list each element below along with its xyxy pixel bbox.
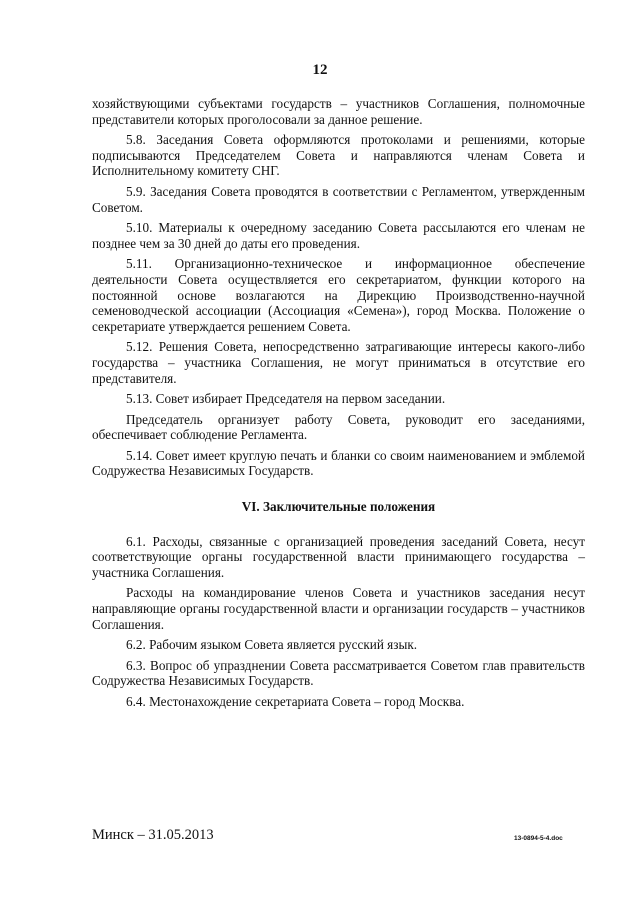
- paragraph: 5.9. Заседания Совета проводятся в соответствии с Регламентом, утвержденным Советом.: [92, 183, 585, 215]
- paragraph: 5.12. Решения Совета, непосредственно затрагивающие интересы какого-либо государства – участника Соглашения, не могут приниматься в отсутствие его представителя.: [92, 339, 585, 386]
- paragraph: Расходы на командирование членов Совета и участников заседания несут направляющие органы государственной власти и организации государств – участников Соглашения.: [92, 585, 585, 632]
- paragraph: хозяйствующими субъектами государств – участников Соглашения, полномочные представители которых проголосовали за данное решение.: [92, 96, 585, 127]
- paragraph: 6.3. Вопрос об упразднении Совета рассматривается Советом глав правительств Содружества Независимых Государств.: [92, 657, 585, 689]
- paragraph: 5.13. Совет избирает Председателя на первом заседании.: [126, 391, 446, 407]
- section-6-paragraphs: [92, 534, 585, 710]
- document-body: [92, 96, 585, 715]
- paragraph: 6.2. Рабочим языком Совета является русский язык.: [126, 637, 418, 653]
- paragraph: 5.10. Материалы к очередному заседанию Совета рассылаются его членам не позднее чем за 30 дней до даты его проведения.: [92, 220, 585, 251]
- paragraph: 5.8. Заседания Совета оформляются протоколами и решениями, которые подписываются Председателем Совета и направляются членам Совета и Исполнительному комитету СНГ.: [92, 132, 585, 179]
- paragraph: Председатель организует работу Совета, руководит его заседаниями, обеспечивает соблюдение Регламента.: [92, 411, 585, 443]
- paragraph: 5.14. Совет имеет круглую печать и бланки со своим наименованием и эмблемой Содружества Независимых Государств.: [92, 447, 585, 479]
- paragraph: 6.1. Расходы, связанные с организацией проведения заседаний Совета, несут соответствующие органы государственной власти принимающего государства – участника Соглашения.: [92, 533, 585, 580]
- footer-doc-code: 13-0894-5-4.doc: [514, 835, 563, 842]
- paragraph: 5.11. Организационно-техническое и информационное обеспечение деятельности Совета осуществляется его секретариатом, функции которого на постоянной основе возлагаются на Дирекцию Производственно-научной семеноводческой ассоциации (Ассоциация «Семена»), город Москва. Положение о секретариате утверждается решением Совета.: [92, 256, 585, 334]
- section-5-paragraphs: [92, 96, 585, 479]
- section-heading: VI. Заключительные положения: [241, 499, 436, 515]
- footer-place-date: Минск – 31.05.2013: [92, 827, 214, 843]
- paragraph: 6.4. Местонахождение секретариата Совета – город Москва.: [126, 694, 465, 709]
- page-number: 12: [312, 62, 328, 78]
